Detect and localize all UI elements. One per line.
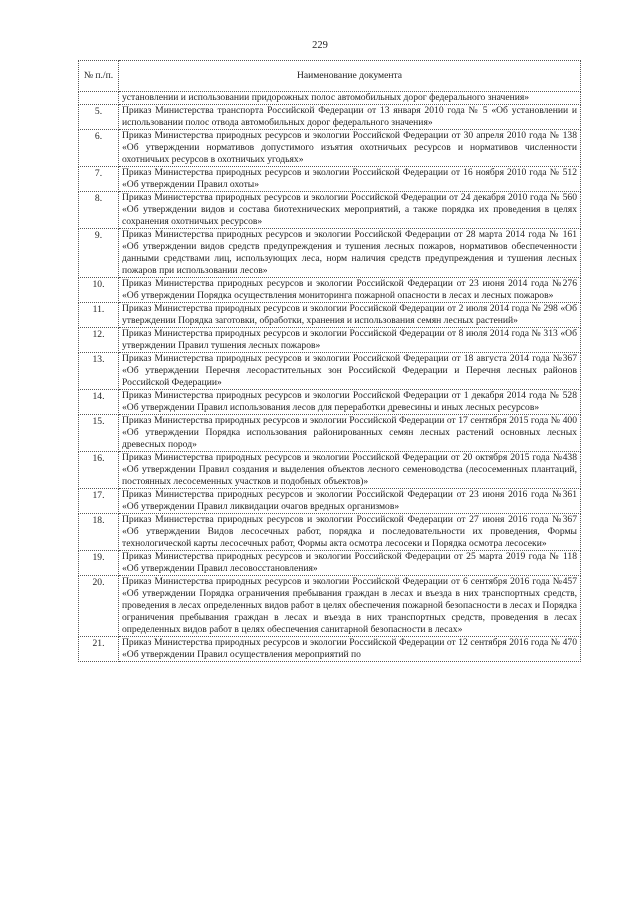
row-number: 13.: [79, 353, 119, 390]
column-header-document-name: Наименование документа: [119, 61, 581, 92]
document-name: Приказ Министерства природных ресурсов и экологии Российской Федерации от 6 сентября 2016 года №457 «Об утверждении Порядка ограничения пребывания граждан в лесах и въезда в них транспортных средств, проведения в лесах определенных видов работ в целях обеспечения пожарной безопасности в лесах и Порядка ограничения пребывания граждан в лесах и въезда в них транспортных средств, проведения в лесах определенных видов работ в целях обеспечения санитарной безопасности в лесах»: [119, 576, 581, 637]
table-row: [79, 328, 581, 353]
table-row: [79, 303, 581, 328]
table-header-row: [79, 61, 581, 92]
row-number: 14.: [79, 390, 119, 415]
table-row: [79, 105, 581, 130]
table-row: [79, 167, 581, 192]
row-number: 9.: [79, 229, 119, 278]
table-row: [79, 637, 581, 662]
table-row: [79, 192, 581, 229]
table-row: [79, 92, 581, 105]
document-name: Приказ Министерства природных ресурсов и экологии Российской Федерации от 16 ноября 2010 года № 512 «Об утверждении Правил охоты»: [119, 167, 581, 192]
row-number: 15.: [79, 415, 119, 452]
document-name: Приказ Министерства природных ресурсов и экологии Российской Федерации от 28 марта 2014 года № 161 «Об утверждении видов средств предупреждения и тушения лесных пожаров, нормативов обеспеченности данными средствами лиц, использующих леса, норм наличия средств предупреждения и тушения лесных пожаров при использовании лесов»: [119, 229, 581, 278]
document-name: Приказ Министерства транспорта Российской Федерации от 13 января 2010 года № 5 «Об установлении и использовании полос отвода автомобильных дорог федерального значения»: [119, 105, 581, 130]
column-header-number: № п./п.: [79, 61, 119, 92]
table-row: [79, 353, 581, 390]
table-row: [79, 415, 581, 452]
page-number: 229: [312, 40, 328, 51]
document-name: Приказ Министерства природных ресурсов и экологии Российской Федерации от 23 июня 2016 года №361 «Об утверждении Правил ликвидации очагов вредных организмов»: [119, 489, 581, 514]
document-name: Приказ Министерства природных ресурсов и экологии Российской Федерации от 18 августа 2014 года №367 «Об утверждении Перечня лесорастительных зон Российской Федерации и Перечня лесных районов Российской Федерации»: [119, 353, 581, 390]
row-number: 16.: [79, 452, 119, 489]
table-row: [79, 576, 581, 637]
row-number: 21.: [79, 637, 119, 662]
table-row: [79, 514, 581, 551]
document-name: Приказ Министерства природных ресурсов и экологии Российской Федерации от 24 декабря 2010 года № 560 «Об утверждении видов и состава биотехнических мероприятий, а также порядка их проведения в целях сохранения охотничьих ресурсов»: [119, 192, 581, 229]
row-number: 11.: [79, 303, 119, 328]
row-number: 10.: [79, 278, 119, 303]
document-name: Приказ Министерства природных ресурсов и экологии Российской Федерации от 1 декабря 2014 года № 528 «Об утверждении Правил использования лесов для переработки древесины и иных лесных ресурсов»: [119, 390, 581, 415]
row-number: 6.: [79, 130, 119, 167]
row-number: 8.: [79, 192, 119, 229]
table-row: [79, 278, 581, 303]
document-name: Приказ Министерства природных ресурсов и экологии Российской Федерации от 12 сентября 2016 года № 470 «Об утверждении Правил осуществления мероприятий по: [119, 637, 581, 662]
document-name: Приказ Министерства природных ресурсов и экологии Российской Федерации от 30 апреля 2010 года № 138 «Об утверждении нормативов допустимого изъятия охотничьих ресурсов и нормативов численности охотничьих ресурсов в охотничьих угодьях»: [119, 130, 581, 167]
row-number: 18.: [79, 514, 119, 551]
document-name: Приказ Министерства природных ресурсов и экологии Российской Федерации от 27 июня 2016 года №367 «Об утверждении Видов лесосечных работ, порядка и последовательности их проведения, Формы технологической карты лесосечных работ, Формы акта осмотра лесосеки и Порядка осмотра лесосеки»: [119, 514, 581, 551]
document-name: Приказ Министерства природных ресурсов и экологии Российской Федерации от 23 июня 2014 года №276 «Об утверждении Порядка осуществления мониторинга пожарной опасности в лесах и лесных пожаров»: [119, 278, 581, 303]
document-name: Приказ Министерства природных ресурсов и экологии Российской Федерации от 20 октября 2015 года №438 «Об утверждении Правил создания и выделения объектов лесного семеноводства (лесосеменных плантаций, постоянных лесосеменных участков и подобных объектов)»: [119, 452, 581, 489]
table-row: [79, 551, 581, 576]
document-name: Приказ Министерства природных ресурсов и экологии Российской Федерации от 17 сентября 2015 года № 400 «Об утверждении Порядка использования районированных семян лесных растений основных лесных древесных пород»: [119, 415, 581, 452]
table-row: [79, 130, 581, 167]
table-row: [79, 489, 581, 514]
table-row: [79, 452, 581, 489]
document-name: Приказ Министерства природных ресурсов и экологии Российской Федерации от 8 июля 2014 года № 313 «Об утверждении Правил тушения лесных пожаров»: [119, 328, 581, 353]
row-number: [79, 92, 119, 105]
row-number: 7.: [79, 167, 119, 192]
row-number: 12.: [79, 328, 119, 353]
row-number: 19.: [79, 551, 119, 576]
row-number: 20.: [79, 576, 119, 637]
table-row: [79, 229, 581, 278]
table-body: [79, 92, 581, 662]
row-number: 17.: [79, 489, 119, 514]
documents-table: [78, 60, 581, 662]
document-name: Приказ Министерства природных ресурсов и экологии Российской Федерации от 2 июля 2014 года № 298 «Об утверждении Порядка заготовки, обработки, хранения и использования семян лесных растений»: [119, 303, 581, 328]
row-number: 5.: [79, 105, 119, 130]
document-name: Приказ Министерства природных ресурсов и экологии Российской Федерации от 25 марта 2019 года № 118 «Об утверждении Правил лесовосстановления»: [119, 551, 581, 576]
table-row: [79, 390, 581, 415]
document-name: установлении и использовании придорожных полос автомобильных дорог федерального значения»: [119, 92, 581, 105]
